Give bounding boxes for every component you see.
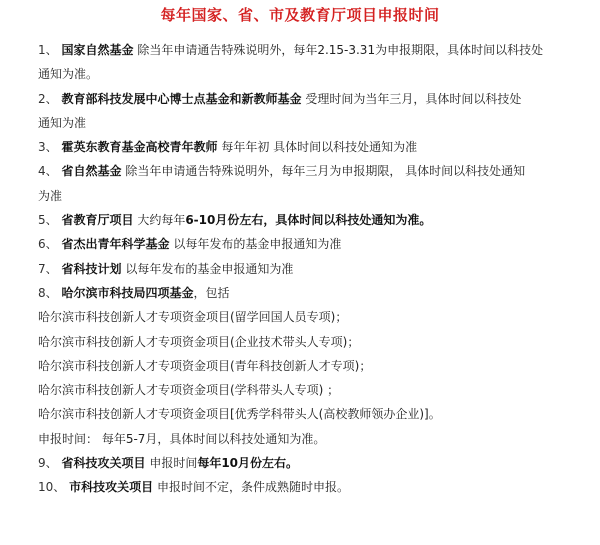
item-desc: 申报时间不定，条件成熟随时申报。 <box>156 480 349 495</box>
list-item-5 <box>38 208 586 232</box>
item-desc-bold: 每年10月份左右。 <box>197 456 299 471</box>
list-item-10 <box>38 475 586 499</box>
item-name: 霍英东教育基金高校青年教师 <box>61 140 218 155</box>
item-name: 市科技攻关项目 <box>69 480 154 495</box>
item-number: 5、 <box>38 213 58 228</box>
item-desc: 以每年发布的基金申报通知为准 <box>173 237 342 252</box>
item-desc-bold: 6-10月份左右，具体时间以科技处通知为准。 <box>185 213 432 228</box>
item-desc: 大约每年 <box>137 213 186 228</box>
item-desc: 每年年初 具体时间以科技处通知为准 <box>221 140 418 155</box>
item-desc: 除当年申请通告特殊说明外，每年三月为申报期限， 具体时间以科技处通知 <box>125 164 526 179</box>
item-name: 哈尔滨市科技局四项基金 <box>61 285 194 300</box>
list-item-1-cont: 通知为准。 <box>38 67 99 82</box>
sub-item: 哈尔滨市科技创新人才专项资金项目(企业技术带头人专项)； <box>38 334 360 349</box>
item-number: 3、 <box>38 140 58 155</box>
item-number: 9、 <box>38 456 58 471</box>
list-item-4 <box>38 159 586 183</box>
sub-item: 哈尔滨市科技创新人才专项资金项目[优秀学科带头人(高校教师领办企业)]。 <box>38 407 441 422</box>
item-name: 省科技攻关项目 <box>61 456 146 471</box>
list-item-7 <box>38 257 586 281</box>
item-name: 国家自然基金 <box>61 43 134 57</box>
item-number: 2、 <box>38 91 58 106</box>
item-number: 6、 <box>38 237 58 252</box>
list-item-9 <box>38 451 586 475</box>
item-desc: 申报时间 <box>149 456 198 471</box>
item-number: 8、 <box>38 285 58 300</box>
item-name: 省杰出青年科学基金 <box>61 237 170 252</box>
apply-time: 申报时间： 每年5-7月，具体时间以科技处通知为准。 <box>38 431 326 446</box>
list-item-2 <box>38 87 586 111</box>
item-number: 7、 <box>38 261 58 276</box>
list-item-3 <box>38 135 586 159</box>
sub-item: 哈尔滨市科技创新人才专项资金项目(留学回国人员专项)； <box>38 310 348 325</box>
item-name: 教育部科技发展中心博士点基金和新教师基金 <box>61 91 302 106</box>
list-item-8 <box>38 281 586 305</box>
sub-item: 哈尔滨市科技创新人才专项资金项目(青年科技创新人才专项)； <box>38 358 372 373</box>
item-name: 省教育厅项目 <box>61 213 134 228</box>
project-list <box>38 38 586 500</box>
list-item-1 <box>38 38 586 62</box>
item-name: 省自然基金 <box>61 164 122 179</box>
page-title: 每年国家、省、市及教育厅项目申报时间 <box>160 6 440 24</box>
item-name: 省科技计划 <box>61 261 122 276</box>
list-item-2-cont: 通知为准 <box>38 115 87 130</box>
item-number: 4、 <box>38 164 58 179</box>
item-desc: 除当年申请通告特殊说明外，每年2.15-3.31为申报期限，具体时间以科技处 <box>137 43 544 57</box>
item-desc: ，包括 <box>193 285 230 300</box>
item-number: 10、 <box>38 480 66 495</box>
list-item-4-cont: 为准 <box>38 188 63 203</box>
sub-item: 哈尔滨市科技创新人才专项资金项目(学科带头人专项) ； <box>38 383 340 398</box>
list-item-6 <box>38 232 586 256</box>
item-number: 1、 <box>38 43 58 57</box>
item-desc: 受理时间为当年三月，具体时间以科技处 <box>305 91 522 106</box>
item-desc: 以每年发布的基金申报通知为准 <box>125 261 294 276</box>
